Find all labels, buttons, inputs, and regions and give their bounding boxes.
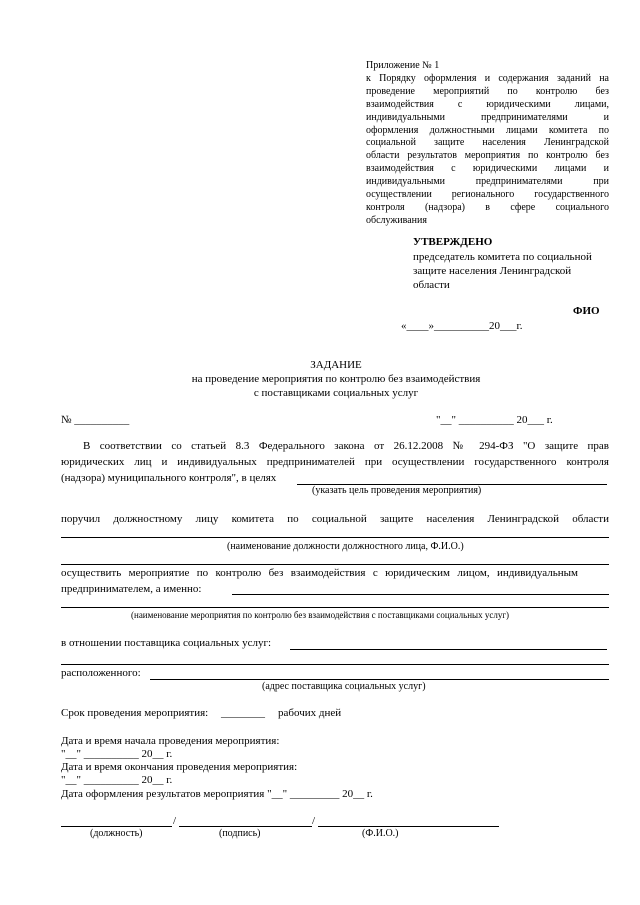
- term-label: Срок проведения мероприятия:: [61, 707, 209, 719]
- appendix-line: обслуживания: [366, 214, 427, 226]
- signature-separator: /: [312, 815, 316, 827]
- assigned-line: поручил должностному лицу комитета по социальной защите населения Ленинградской области: [61, 513, 609, 525]
- signature-line: [179, 826, 312, 827]
- event-caption: (наименование мероприятия по контролю без взаимодействия с поставщиками социальных услуг): [131, 610, 510, 620]
- start-label: Дата и время начала проведения мероприятия:: [61, 735, 280, 747]
- appendix-block: [366, 60, 609, 228]
- document-number: № __________: [61, 414, 130, 426]
- located-label: расположенного:: [61, 667, 141, 679]
- purpose-caption: (указать цель проведения мероприятия): [312, 485, 482, 496]
- appendix-line: взаимодействия с юридическими лицами,: [366, 98, 609, 110]
- appendix-line: индивидуальными предпринимателями и: [366, 111, 609, 123]
- provider-line: [290, 649, 607, 650]
- name-line: [318, 826, 499, 827]
- appendix-line: социальной защите населения Ленинградской: [366, 137, 609, 149]
- document-subtitle-1: на проведение мероприятия по контролю без взаимодействия: [191, 373, 481, 385]
- paragraph-line-3: (надзора) муниципального контроля", в целях: [61, 472, 277, 484]
- approval-heading: УТВЕРЖДЕНО: [413, 236, 493, 248]
- document-title: ЗАДАНИЕ: [310, 359, 362, 371]
- signature-separator: /: [173, 815, 177, 827]
- approval-fio: ФИО: [573, 305, 600, 317]
- document-date: "__" __________ 20___ г.: [436, 414, 553, 426]
- address-line: [150, 679, 609, 680]
- official-line-2: [61, 564, 609, 565]
- term-blank: ________: [221, 707, 265, 719]
- position-caption: (должность): [90, 828, 143, 839]
- appendix-line: контроля (надзора) в сфере социального: [366, 201, 609, 213]
- start-value: "__" __________ 20__ г.: [61, 748, 173, 760]
- appendix-title: Приложение № 1: [366, 60, 440, 71]
- appendix-line: осуществлении регионального государственного: [366, 189, 609, 201]
- approval-line-1: председатель комитета по социальной: [413, 251, 592, 263]
- appendix-line: оформления должностными лицами комитета по: [366, 124, 609, 136]
- official-caption: (наименование должности должностного лица, Ф.И.О.): [227, 541, 464, 552]
- end-value: "__" __________ 20__ г.: [61, 774, 173, 786]
- approval-line-2: защите населения Ленинградской: [413, 265, 572, 277]
- event-line-2: [61, 607, 609, 608]
- signature-caption: (подпись): [219, 828, 261, 839]
- carry-out-line-1: осуществить мероприятие по контролю без взаимодействия с юридическим лицом, индивидуальным: [61, 567, 578, 579]
- appendix-line: индивидуальными предпринимателями при: [366, 176, 609, 188]
- paragraph-line-1: В соответствии со статьей 8.3 Федерального закона от 26.12.2008 № 294-ФЗ "О защите прав: [83, 440, 609, 452]
- appendix-line: взаимодействия с юридическими лицами и: [366, 163, 609, 175]
- address-caption: (адрес поставщика социальных услуг): [262, 681, 426, 692]
- event-line: [232, 594, 609, 595]
- approval-date: «____»__________20___г.: [401, 320, 523, 332]
- document-subtitle-2: с поставщиками социальных услуг: [253, 387, 419, 399]
- name-caption: (Ф.И.О.): [362, 828, 399, 839]
- end-label: Дата и время окончания проведения мероприятия:: [61, 761, 298, 773]
- provider-line-2: [61, 664, 609, 665]
- provider-label: в отношении поставщика социальных услуг:: [61, 637, 272, 649]
- official-line: [61, 537, 609, 538]
- appendix-line: области результатов мероприятия по контролю без: [366, 150, 609, 162]
- paragraph-line-2: юридических лиц и индивидуальных предпринимателей при осуществлении государственного контроля: [61, 456, 609, 468]
- carry-out-line-2: предпринимателем, а именно:: [61, 583, 202, 595]
- appendix-line: проведение мероприятий по контролю без: [366, 85, 609, 97]
- term-unit: рабочих дней: [278, 707, 342, 719]
- results-label: Дата оформления результатов мероприятия "__" _________ 20__ г.: [61, 788, 373, 800]
- position-line: [61, 826, 172, 827]
- appendix-line: к Порядку оформления и содержания заданий на: [366, 72, 609, 84]
- approval-line-3: области: [413, 279, 450, 291]
